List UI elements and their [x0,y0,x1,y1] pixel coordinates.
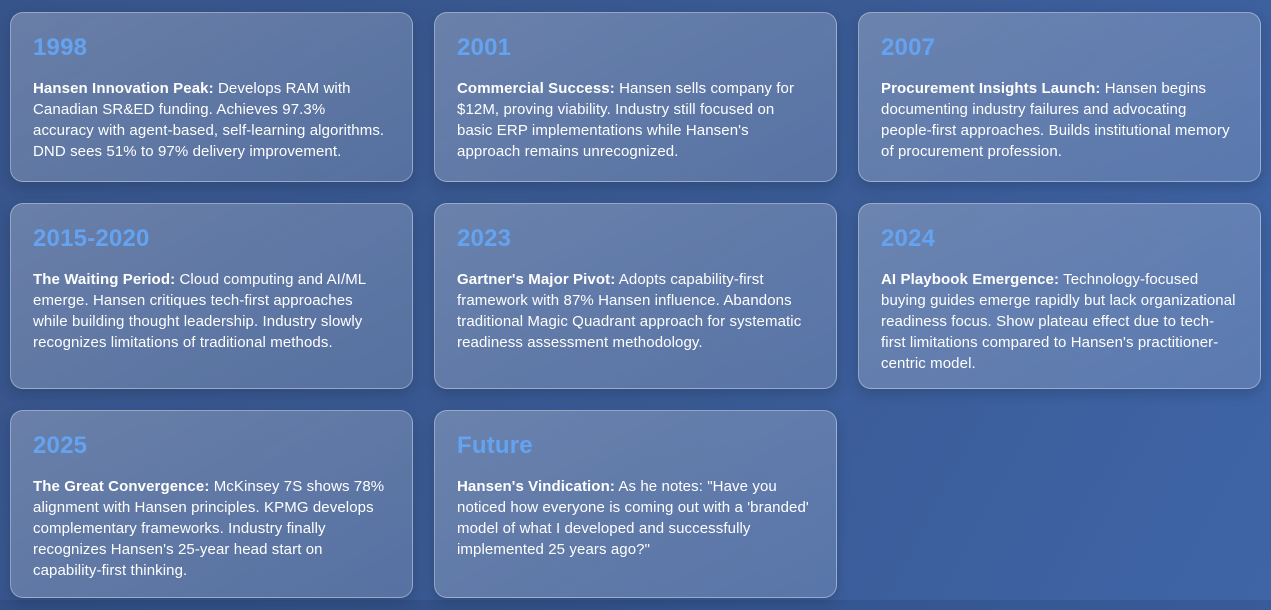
timeline-card-2015-2020 [10,203,413,389]
card-title: Procurement Insights Launch: [881,80,1101,97]
card-text [457,269,814,353]
timeline-card-2025 [10,410,413,598]
card-description: Hansen sells company for $12M, proving viability. Industry still focused on basic ERP implementations while Hansen's approach remains unrecognized. [457,80,795,160]
card-text [881,269,1238,374]
card-title: The Great Convergence: [33,478,210,495]
card-year: Future [457,432,533,459]
card-description: Technology-focused buying guides emerge rapidly but lack organizational readiness focus. Show plateau effect due to tech-first limitations compared to Hansen's practitioner-centric model. [881,271,1236,372]
card-description: McKinsey 7S shows 78% alignment with Hansen principles. KPMG develops complementary frameworks. Industry finally recognizes Hansen's 25-year head start on capability-first thinking. [33,478,385,579]
card-title: The Waiting Period: [33,271,176,288]
card-year: 2025 [33,432,88,459]
card-description: As he notes: "Have you noticed how everyone is coming out with a 'branded' model of what I developed and successfully implemented 25 years ago?" [457,478,809,558]
card-description: Hansen begins documenting industry failures and advocating people-first approaches. Builds institutional memory of procurement profession. [881,80,1230,160]
card-title: Hansen Innovation Peak: [33,80,214,97]
timeline-card-2023 [434,203,837,389]
card-year: 1998 [33,34,88,61]
card-text [33,78,390,162]
card-text [457,78,814,162]
card-description: Cloud computing and AI/ML emerge. Hansen critiques tech-first approaches while building thought leadership. Industry slowly recognizes limitations of traditional methods. [33,271,366,351]
card-year: 2024 [881,225,936,252]
card-year: 2007 [881,34,936,61]
card-title: Gartner's Major Pivot: [457,271,616,288]
timeline-card-future [434,410,837,598]
timeline-card-2001 [434,12,837,182]
card-text [457,476,814,560]
timeline-card-2024 [858,203,1261,389]
card-text [33,269,390,353]
card-description: Develops RAM with Canadian SR&ED funding. Achieves 97.3% accuracy with agent-based, self-learning algorithms. DND sees 51% to 97% delivery improvement. [33,80,385,160]
card-title: AI Playbook Emergence: [881,271,1060,288]
card-year: 2015-2020 [33,225,150,252]
timeline-card-1998 [10,12,413,182]
card-text [33,476,390,581]
card-description: Adopts capability-first framework with 87% Hansen influence. Abandons traditional Magic Quadrant approach for systematic readiness assessment methodology. [457,271,802,351]
card-year: 2023 [457,225,512,252]
card-year: 2001 [457,34,512,61]
timeline-card-2007 [858,12,1261,182]
card-title: Commercial Success: [457,80,615,97]
card-title: Hansen's Vindication: [457,478,615,495]
card-text [881,78,1238,162]
